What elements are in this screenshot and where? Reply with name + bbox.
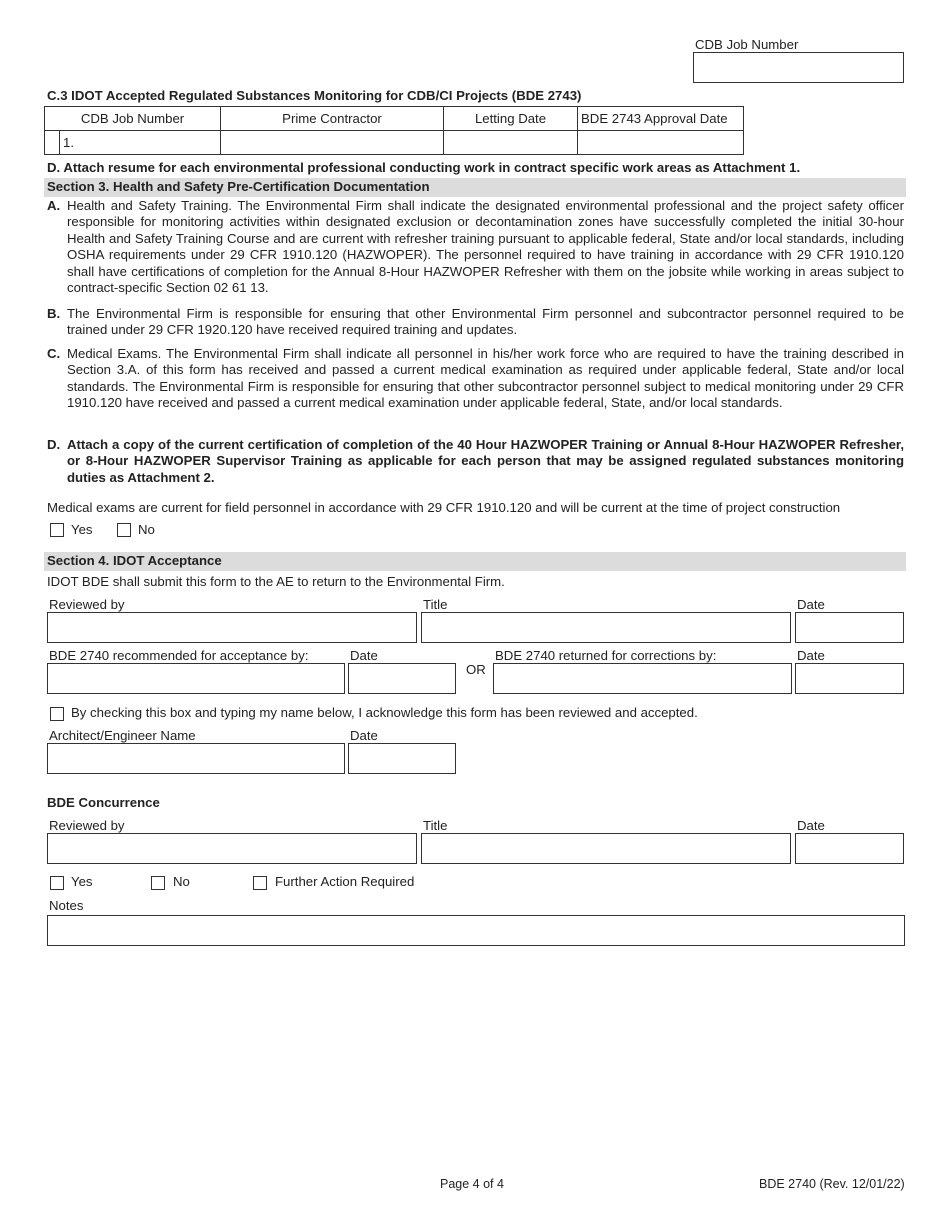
conc-title-label: Title — [423, 818, 448, 833]
returned-date-input[interactable] — [795, 663, 904, 694]
c3-cell-prime-contractor[interactable] — [221, 131, 444, 155]
s4-reviewed-by-input[interactable] — [47, 612, 417, 643]
or-label: OR — [466, 662, 486, 677]
s4-date-input[interactable] — [795, 612, 904, 643]
section4-instruction: IDOT BDE shall submit this form to the AE to return to the Environmental Firm. — [47, 574, 505, 589]
s4-reviewed-by-label: Reviewed by — [49, 597, 125, 612]
c3-cell-cdb-job-number[interactable] — [60, 131, 221, 155]
section3-c-lead: C. — [47, 346, 61, 361]
c3-cell-approval-date[interactable] — [578, 131, 744, 155]
returned-by-label: BDE 2740 returned for corrections by: — [495, 648, 717, 663]
section3-heading-band — [44, 178, 906, 197]
s4-title-label: Title — [423, 597, 448, 612]
section3-item-c — [47, 346, 904, 412]
conc-further-checkbox[interactable] — [253, 876, 267, 890]
recommended-date-input[interactable] — [348, 663, 456, 694]
section4-heading-band — [44, 552, 906, 571]
c3-col-approval-date: BDE 2743 Approval Date — [578, 107, 744, 131]
c3-table — [44, 106, 744, 155]
cdb-job-number-label: CDB Job Number — [695, 37, 799, 52]
conc-date-input[interactable] — [795, 833, 904, 864]
section3-d-lead: D. — [47, 437, 61, 452]
section3-a-text: Health and Safety Training. The Environmental Firm shall indicate the designated environmental professional and the project safety officer responsible for monitoring activities within designated exclusion or decontamination zones have successfully completed the initial 30-hour Health and Safety Training Course and are current with refresher training pursuant to applicable federal, State and/or local standards, including OSHA requirements under 29 CFR 1910.120 (HAZWOPER). The personnel required to have training in accordance with 29 CFR 1910.120 shall have certifications of completion for the Annual 8-Hour HAZWOPER Refresher with them on the jobsite while working in areas subject to contract-specific Section 02 61 13. — [67, 198, 904, 296]
s4-title-input[interactable] — [421, 612, 791, 643]
conc-no-checkbox[interactable] — [151, 876, 165, 890]
c3-title: C.3 IDOT Accepted Regulated Substances Monitoring for CDB/CI Projects (BDE 2743) — [47, 88, 582, 103]
ae-date-label: Date — [350, 728, 378, 743]
notes-label: Notes — [49, 898, 84, 913]
conc-yes-checkbox[interactable] — [50, 876, 64, 890]
conc-reviewed-by-label: Reviewed by — [49, 818, 125, 833]
s4-date-label: Date — [797, 597, 825, 612]
section3-d-text: Attach a copy of the current certification of completion of the 40 Hour HAZWOPER Training or Annual 8-Hour HAZWOPER Refresher, or 8-Hour HAZWOPER Supervisor Training as applicable for each person that may be assigned regulated substances monitoring duties as Attachment 2. — [67, 437, 904, 485]
notes-input[interactable] — [47, 915, 905, 946]
medical-yes-label: Yes — [71, 522, 93, 537]
medical-no-label: No — [138, 522, 155, 537]
medical-no-checkbox[interactable] — [117, 523, 131, 537]
concurrence-heading: BDE Concurrence — [47, 795, 160, 810]
returned-by-input[interactable] — [493, 663, 792, 694]
conc-reviewed-by-input[interactable] — [47, 833, 417, 864]
recommended-date-label: Date — [350, 648, 378, 663]
form-id: BDE 2740 (Rev. 12/01/22) — [759, 1177, 905, 1191]
section3-b-lead: B. — [47, 306, 61, 321]
c3-cell-letting-date[interactable] — [444, 131, 578, 155]
medical-yes-checkbox[interactable] — [50, 523, 64, 537]
conc-no-label: No — [173, 874, 190, 889]
c3-col-letting-date: Letting Date — [444, 107, 578, 131]
acknowledge-label: By checking this box and typing my name below, I acknowledge this form has been reviewed and accepted. — [71, 705, 698, 720]
section3-item-b — [47, 306, 904, 339]
recommended-by-input[interactable] — [47, 663, 345, 694]
section3-a-lead: A. — [47, 198, 61, 213]
conc-title-input[interactable] — [421, 833, 791, 864]
acknowledge-checkbox[interactable] — [50, 707, 64, 721]
medical-statement: Medical exams are current for field personnel in accordance with 29 CFR 1910.120 and will be current at the time of project construction — [47, 500, 841, 515]
returned-date-label: Date — [797, 648, 825, 663]
section4-heading: Section 4. IDOT Acceptance — [47, 553, 222, 568]
page-number: Page 4 of 4 — [440, 1177, 504, 1191]
cdb-job-number-input[interactable] — [693, 52, 904, 83]
section3-b-text: The Environmental Firm is responsible for ensuring that other Environmental Firm personnel and subcontractor personnel required to be trained under 29 CFR 1920.120 have received required training and updates. — [67, 306, 904, 338]
conc-date-label: Date — [797, 818, 825, 833]
c3-col-prime-contractor: Prime Contractor — [221, 107, 444, 131]
c3-col-cdb-job-number: CDB Job Number — [45, 107, 221, 131]
attach-resume-note: D. Attach resume for each environmental professional conducting work in contract specific work areas as Attachment 1. — [47, 160, 801, 175]
section3-c-text: Medical Exams. The Environmental Firm shall indicate all personnel in his/her work force who are required to have the training described in Section 3.A. of this form has received and passed a current medical examination as required under applicable federal, State and/or local standards. The Environmental Firm is responsible for ensuring that other subcontractor personnel subject to medical monitoring under 29 CFR 1910.120 have received and passed a current medical examination under applicable federal, State, and/or local standards. — [67, 346, 904, 411]
section3-item-d — [47, 437, 904, 486]
ae-name-input[interactable] — [47, 743, 345, 774]
section3-item-a — [47, 198, 904, 296]
ae-name-label: Architect/Engineer Name — [49, 728, 196, 743]
conc-further-label: Further Action Required — [275, 874, 415, 889]
c3-row-number: 1. — [63, 135, 74, 150]
conc-yes-label: Yes — [71, 874, 93, 889]
section3-heading: Section 3. Health and Safety Pre-Certification Documentation — [47, 179, 430, 194]
ae-date-input[interactable] — [348, 743, 456, 774]
recommended-by-label: BDE 2740 recommended for acceptance by: — [49, 648, 309, 663]
c3-row-spacer — [45, 131, 60, 155]
